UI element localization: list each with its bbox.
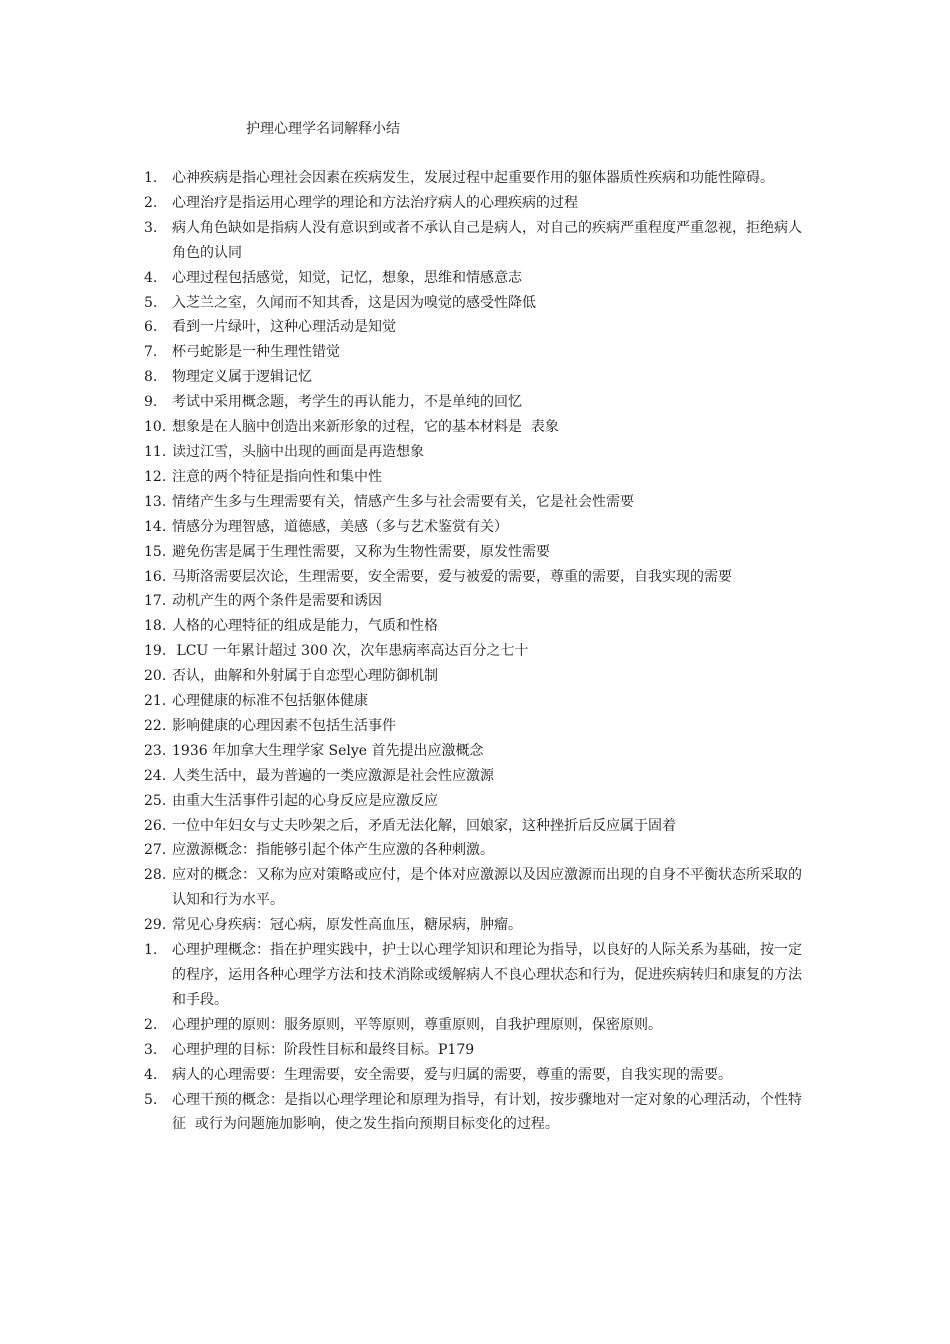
item-number: 18. (144, 618, 167, 635)
item-number: 9. (144, 394, 158, 411)
list-item (144, 490, 810, 515)
item-text: 情感分为理智感，道德感，美感（多与艺术鉴赏有关） (172, 518, 508, 535)
item-number: 5. (144, 1091, 158, 1108)
list-item (144, 415, 810, 440)
list-item (144, 1088, 810, 1138)
item-text: 心理过程包括感觉，知觉，记忆，想象，思维和情感意志 (172, 269, 522, 286)
list-item (144, 814, 810, 839)
list-item (144, 764, 810, 789)
list-item (144, 1038, 810, 1063)
item-text: 应对的概念：又称为应对策略或应付，是个体对应激源以及因应激源而出现的自身不平衡状态所采取的认知和行为水平。 (172, 867, 802, 909)
item-number: 29. (144, 917, 167, 934)
list-item (144, 565, 810, 590)
list-item (144, 166, 810, 191)
list-item (144, 863, 810, 913)
list-item (144, 390, 810, 415)
item-text: 由重大生活事件引起的心身反应是应激反应 (172, 792, 438, 809)
item-text: 心理干预的概念：是指以心理学理论和原理为指导，有计划，按步骤地对一定对象的心理活动，个性特征 或行为问题施加影响，使之发生指向预期目标变化的过程。 (172, 1091, 802, 1133)
item-text: 影响健康的心理因素不包括生活事件 (172, 717, 396, 734)
item-text: 动机产生的两个条件是需要和诱因 (172, 593, 382, 610)
item-number: 4. (144, 269, 158, 286)
item-text: 应激源概念：指能够引起个体产生应激的各种刺激。 (172, 842, 494, 859)
term-list (144, 166, 810, 1137)
item-text: LCU 一年累计超过 300 次，次年患病率高达百分之七十 (172, 643, 529, 660)
item-number: 22. (144, 717, 167, 734)
item-text: 心理治疗是指运用心理学的理论和方法治疗病人的心理疾病的过程 (172, 194, 578, 211)
item-number: 8. (144, 369, 158, 386)
item-text: 考试中采用概念题，考学生的再认能力，不是单纯的回忆 (172, 394, 522, 411)
list-item (144, 191, 810, 216)
item-number: 6. (144, 319, 158, 336)
list-item (144, 1013, 810, 1038)
item-text: 心理护理概念：指在护理实践中，护士以心理学知识和理论为指导，以良好的人际关系为基础，按一定的程序，运用各种心理学方法和技术消除或缓解病人不良心理状态和行为，促进疾病转归和康复的方法和手段。 (172, 942, 802, 1008)
item-number: 17. (144, 593, 167, 610)
item-text: 心神疾病是指心理社会因素在疾病发生，发展过程中起重要作用的躯体器质性疾病和功能性障碍。 (172, 170, 774, 186)
item-number: 5. (144, 294, 158, 311)
item-number: 1. (144, 170, 158, 186)
item-number: 1. (144, 942, 158, 959)
list-item (144, 216, 810, 266)
item-number: 14. (144, 518, 167, 535)
item-text: 人类生活中，最为普遍的一类应激源是社会性应激源 (172, 767, 494, 784)
item-number: 19. (144, 643, 167, 660)
item-number: 3. (144, 219, 158, 236)
list-item (144, 266, 810, 291)
item-number: 20. (144, 668, 167, 685)
list-item (144, 440, 810, 465)
item-text: 常见心身疾病：冠心病，原发性高血压，糖尿病，肿瘤。 (172, 917, 522, 934)
item-number: 16. (144, 568, 167, 585)
item-text: 想象是在人脑中创造出来新形象的过程，它的基本材料是 表象 (172, 419, 559, 436)
item-number: 10. (144, 419, 167, 436)
list-item (144, 714, 810, 739)
list-item (144, 315, 810, 340)
item-number: 24. (144, 767, 167, 784)
list-item (144, 639, 810, 664)
item-text: 心理护理的原则：服务原则，平等原则，尊重原则，自我护理原则，保密原则。 (172, 1016, 662, 1033)
item-text: 注意的两个特征是指向性和集中性 (172, 468, 382, 485)
item-number: 21. (144, 693, 167, 710)
item-number: 27. (144, 842, 167, 859)
list-item (144, 465, 810, 490)
list-item (144, 838, 810, 863)
item-text: 物理定义属于逻辑记忆 (172, 369, 312, 386)
item-number: 2. (144, 1016, 158, 1033)
list-item (144, 515, 810, 540)
item-text: 心理护理的目标：阶段性目标和最终目标。P179 (172, 1041, 475, 1058)
item-number: 13. (144, 493, 167, 510)
item-number: 12. (144, 468, 167, 485)
list-item (144, 739, 810, 764)
item-number: 25. (144, 792, 167, 809)
list-item (144, 340, 810, 365)
item-text: 人格的心理特征的组成是能力，气质和性格 (172, 618, 438, 635)
list-item (144, 589, 810, 614)
item-number: 11. (144, 443, 167, 460)
list-item (144, 789, 810, 814)
item-number: 4. (144, 1066, 158, 1083)
list-item (144, 689, 810, 714)
list-item (144, 938, 810, 1013)
item-text: 病人的心理需要：生理需要，安全需要，爱与归属的需要，尊重的需要，自我实现的需要。 (172, 1066, 732, 1083)
item-text: 读过江雪，头脑中出现的画面是再造想象 (172, 443, 424, 460)
item-number: 26. (144, 817, 167, 834)
item-text: 避免伤害是属于生理性需要，又称为生物性需要，原发性需要 (172, 543, 550, 560)
item-text: 情绪产生多与生理需要有关，情感产生多与社会需要有关，它是社会性需要 (172, 493, 634, 510)
item-number: 23. (144, 742, 167, 759)
document-title: 护理心理学名词解释小结 (246, 121, 400, 137)
item-number: 15. (144, 543, 167, 560)
item-text: 1936 年加拿大生理学家 Selye 首先提出应激概念 (172, 742, 484, 759)
list-item (144, 540, 810, 565)
item-text: 马斯洛需要层次论，生理需要，安全需要，爱与被爱的需要，尊重的需要，自我实现的需要 (172, 568, 732, 585)
list-item (144, 913, 810, 938)
item-number: 2. (144, 194, 158, 211)
item-number: 7. (144, 344, 158, 361)
item-text: 看到一片绿叶，这种心理活动是知觉 (172, 319, 396, 336)
list-item (144, 291, 810, 316)
list-item (144, 664, 810, 689)
item-text: 入芝兰之室，久闻而不知其香，这是因为嗅觉的感受性降低 (172, 294, 536, 311)
list-item (144, 365, 810, 390)
list-item (144, 1063, 810, 1088)
item-text: 否认，曲解和外射属于自恋型心理防御机制 (172, 668, 438, 685)
item-number: 3. (144, 1041, 158, 1058)
list-item (144, 614, 810, 639)
item-text: 杯弓蛇影是一种生理性错觉 (172, 344, 340, 361)
item-number: 28. (144, 867, 167, 884)
item-text: 心理健康的标准不包括躯体健康 (172, 693, 368, 710)
item-text: 一位中年妇女与丈夫吵架之后，矛盾无法化解，回娘家，这种挫折后反应属于固着 (172, 817, 676, 834)
item-text: 病人角色缺如是指病人没有意识到或者不承认自己是病人，对自己的疾病严重程度严重忽视，拒绝病人角色的认同 (172, 219, 802, 261)
